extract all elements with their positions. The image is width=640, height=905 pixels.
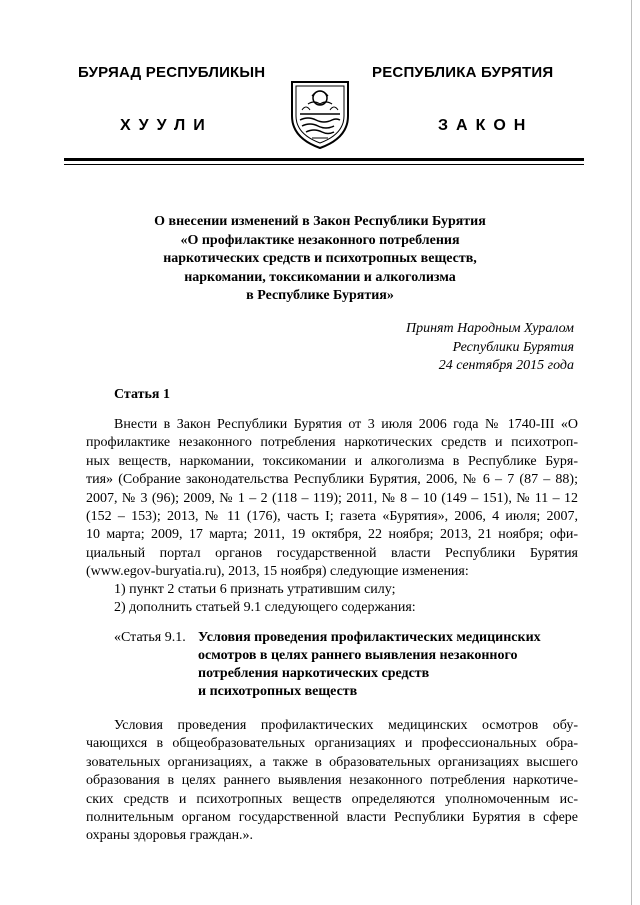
page-edge-line: [631, 0, 632, 905]
paragraph-line: ных веществ, наркомании, токсикомании и алкоголизма в Республике Буря-: [86, 453, 578, 469]
header-left-title: БУРЯАД РЕСПУБЛИКЫН: [78, 64, 266, 81]
law-title-line: наркомании, токсикомании и алкоголизма: [184, 269, 456, 285]
buryatia-coat-of-arms-icon: [286, 76, 354, 150]
paragraph-line: образования в целях раннего выявления незаконного потребления наркотиче-: [86, 773, 578, 789]
article-9-1-title-line: осмотров в целях раннего выявления незаконного: [198, 648, 518, 663]
law-title-line: наркотических средств и психотропных веществ,: [163, 251, 477, 266]
adoption-note: [406, 320, 574, 376]
adoption-line: Принят Народным Хуралом: [405, 321, 574, 336]
paragraph-line: 2007, № 3 (96); 2009, № 1 – 2 (118 – 119); 2011, № 8 – 10 (149 – 151), № 11 – 12: [86, 490, 578, 506]
paragraph-line: профилактике незаконного потребления наркотических средств и психотроп-: [86, 435, 578, 451]
header-rule-thick: [64, 158, 584, 161]
paragraph-line: Условия проведения профилактических медицинских осмотров обу-: [114, 718, 578, 733]
article-9-1-title: [198, 629, 578, 701]
adoption-line: Республики Бурятия: [452, 339, 574, 355]
law-title-line: «О профилактике незаконного потребления: [180, 232, 460, 248]
paragraph-line: тия» (Собрание законодательства Республики Бурятия, 2006, № 6 – 7 (87 – 88);: [86, 472, 578, 488]
paragraph-line: зовательных организациях, а также в образовательных организациях высшего: [86, 754, 578, 770]
paragraph-line: (152 – 153); 2013, № 11 (176), часть I; газета «Бурятия», 2006, 4 июля; 2007,: [86, 509, 578, 525]
adoption-line: 24 сентября 2015 года: [438, 358, 574, 373]
article-9-1-prefix: «Статья 9.1.: [114, 630, 186, 645]
paragraph-line: ских средств и психотропных веществ определяются уполномоченным ис-: [86, 791, 578, 807]
header-right-subtitle: ЗАКОН: [438, 117, 534, 134]
law-title-line: О внесении изменений в Закон Республики Бурятия: [154, 214, 486, 229]
paragraph-line: (www.egov-buryatia.ru), 2013, 15 ноября) следующие изменения:: [86, 564, 469, 580]
header-right-title: РЕСПУБЛИКА БУРЯТИЯ: [372, 64, 554, 81]
article-heading: Статья 1: [114, 387, 170, 402]
paragraph-line: циальный портал органов государственной власти Республики Бурятия: [86, 545, 578, 561]
article-9-1-title-line: Условия проведения профилактических медицинских: [198, 630, 541, 645]
header-rule-thin: [64, 164, 584, 165]
paragraph-line: чающихся в общеобразовательных организациях и профессиональных обра-: [86, 736, 578, 752]
list-item: 1) пункт 2 статьи 6 признать утратившим силу;: [114, 582, 396, 597]
paragraph-line: полнительным органом государственной власти Республики Бурятия в сфере: [86, 810, 578, 826]
paragraph-line: Внести в Закон Республики Бурятия от 3 июля 2006 года № 1740-III «О: [114, 417, 578, 432]
law-title: [110, 213, 530, 306]
article-9-1-title-line: и психотропных веществ: [198, 684, 358, 699]
paragraph-line: 10 марта; 2009, 17 марта; 2011, 19 октября, 22 ноября; 2013, 21 ноября; офи-: [86, 527, 578, 543]
paragraph-line: охраны здоровья граждан.».: [86, 828, 254, 844]
article-paragraph: [86, 416, 578, 582]
article-9-1-title-line: потребления наркотических средств: [198, 666, 430, 681]
header-left-subtitle: ХУУЛИ: [120, 117, 213, 134]
list-item: 2) дополнить статьей 9.1 следующего содержания:: [114, 600, 416, 615]
law-title-line: в Республике Бурятия»: [246, 288, 394, 303]
article-9-1-paragraph: [86, 717, 578, 846]
